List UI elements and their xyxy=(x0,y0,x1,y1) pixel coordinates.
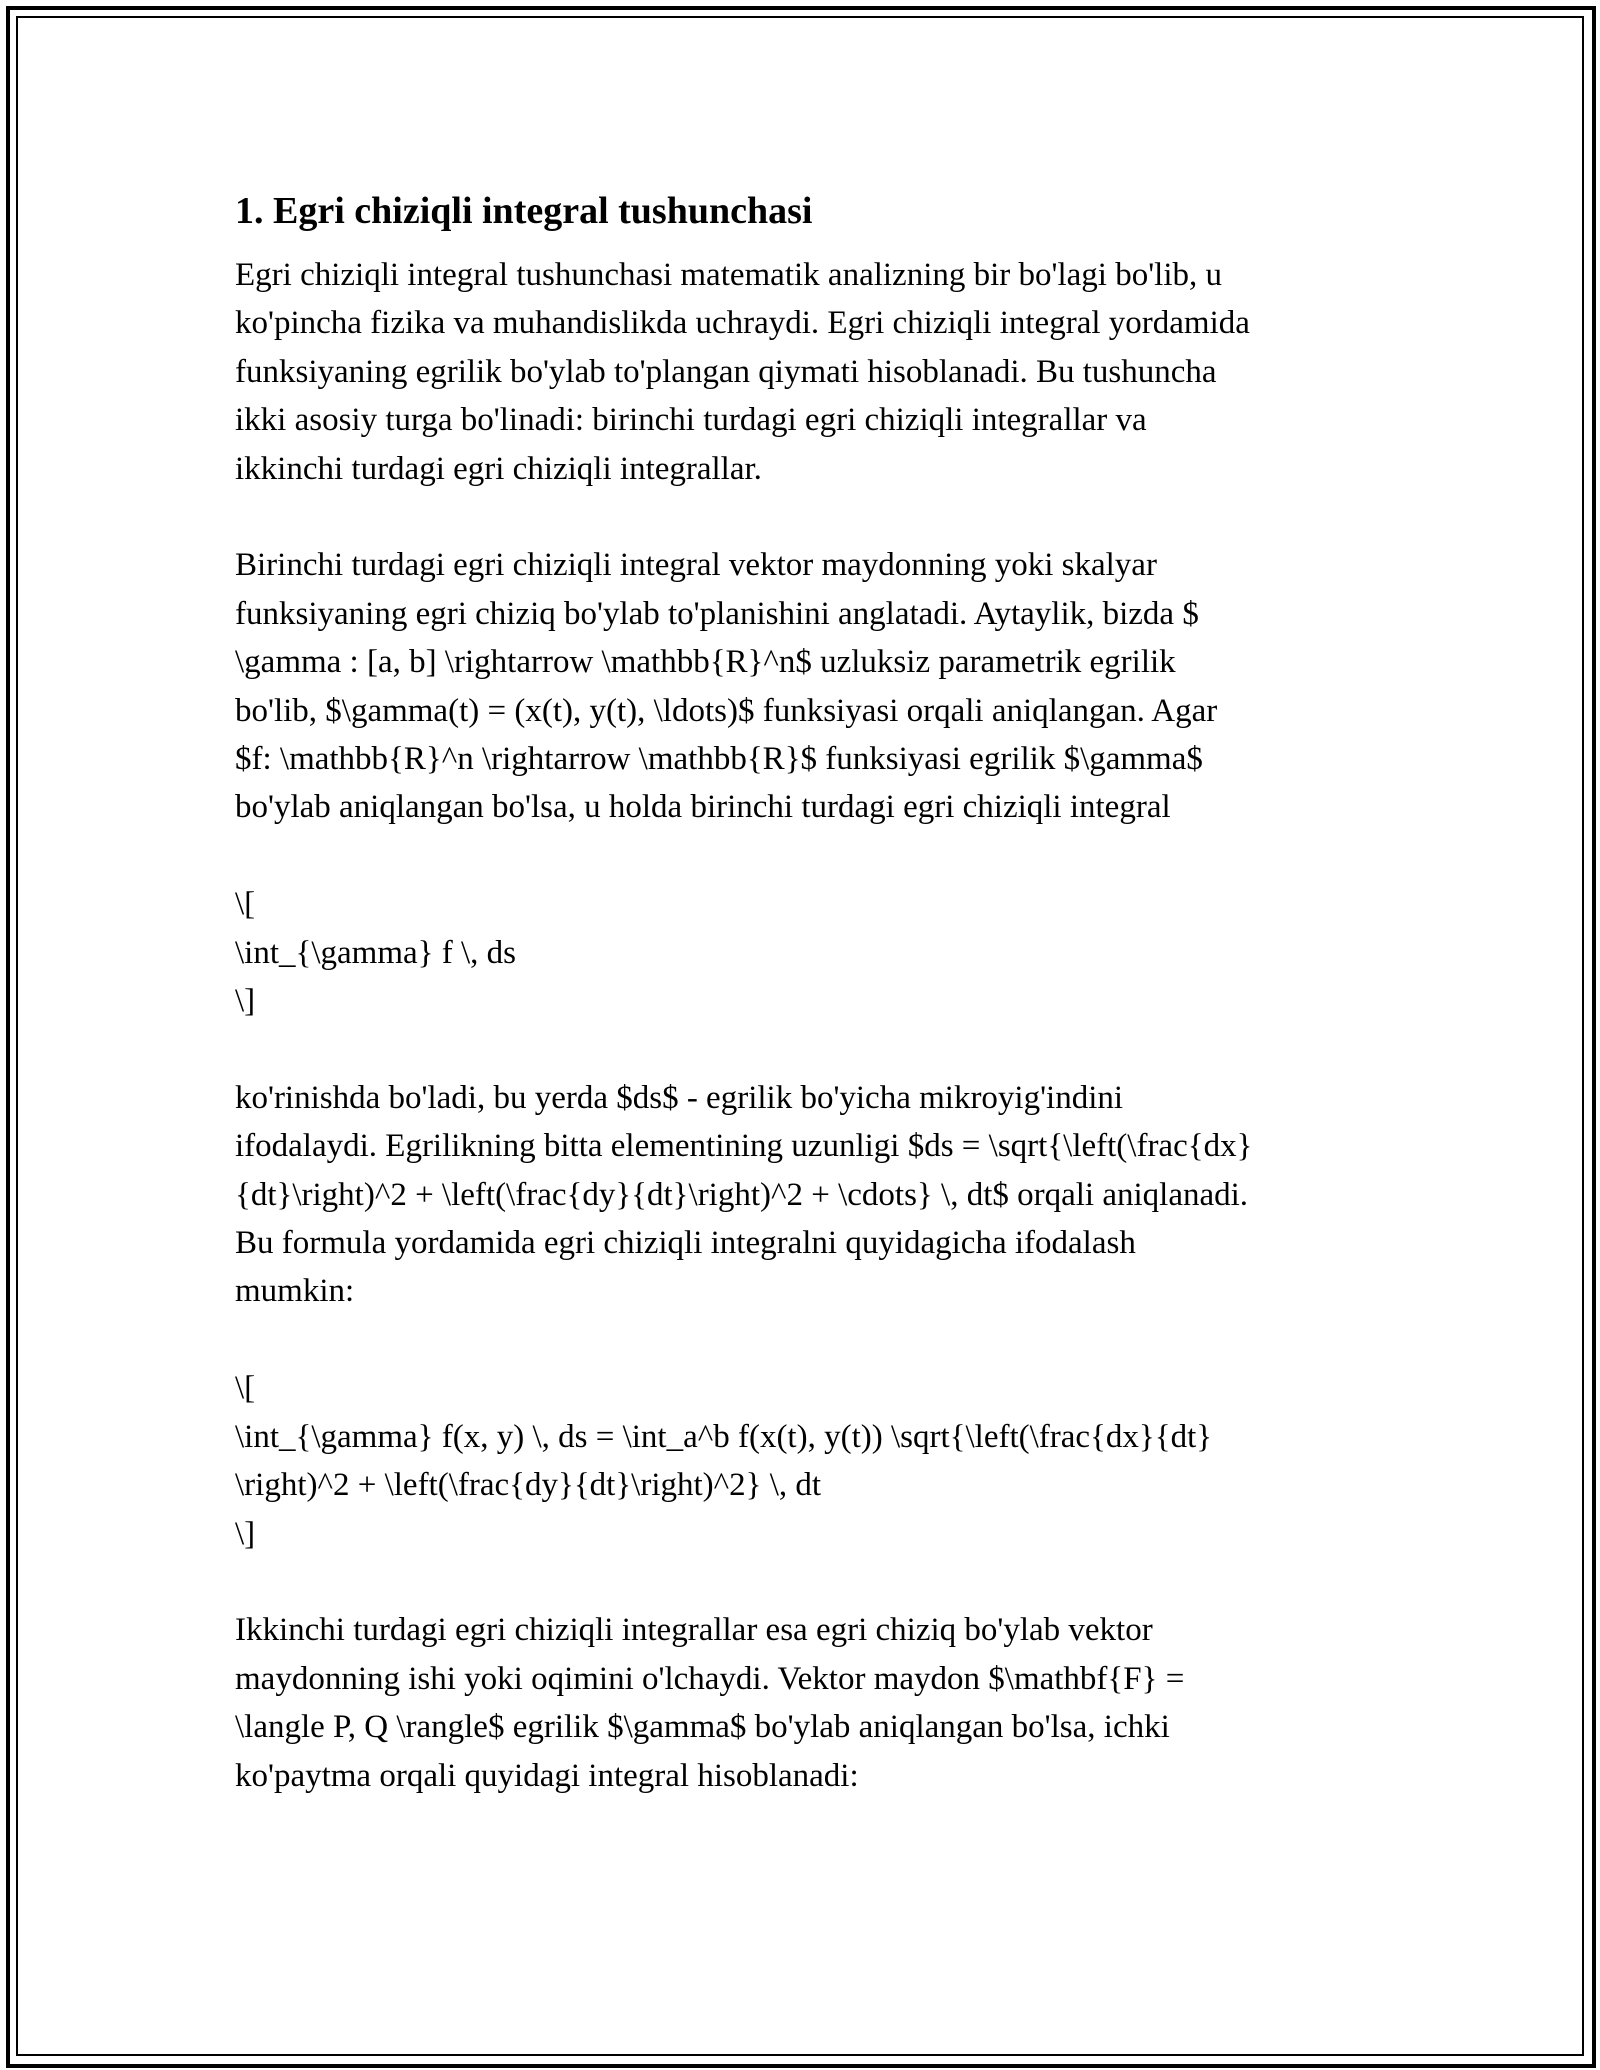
paragraph-gap xyxy=(235,832,1385,880)
paragraph-second-kind: Ikkinchi turdagi egri chiziqli integrallar esa egri chiziq bo'ylab vektor maydonning ishi yoki oqimini o'lchaydi. Vektor maydon $\mathbf{F} = \langle P, Q \rangle$ egrilik $\gamma$ bo'ylab aniqlangan bo'lsa, ichki ko'paytma orqali quyidagi integral hisoblanadi: xyxy=(235,1612,1185,1794)
section-heading: 1. Egri chiziqli integral tushunchasi xyxy=(235,190,813,232)
paragraph-gap xyxy=(235,1025,1385,1073)
document-body xyxy=(235,187,1385,1800)
paragraph-intro: Egri chiziqli integral tushunchasi matematik analizning bir bo'lagi bo'lib, u ko'pincha fizika va muhandislikda uchraydi. Egri chiziqli integral yordamida funksiyaning egrilik bo'ylab to'plangan qiymati hisoblanadi. Bu tushuncha ikki asosiy turga bo'linadi: birinchi turdagi egri chiziqli integrallar va ikkinchi turdagi egri chiziqli integrallar. xyxy=(235,257,1250,487)
formula-line-integral: \[ \int_{\gamma} f \, ds \] xyxy=(235,886,516,1020)
paragraph-first-kind: Birinchi turdagi egri chiziqli integral vektor maydonning yoki skalyar funksiyaning egri chiziq bo'ylab to'planishini anglatadi. Aytaylik, bizda $ \gamma : [a, b] \rightarrow \mathbb{R}^n$ uzluksiz parametrik egrilik bo'lib, $\gamma(t) = (x(t), y(t), \ldots)$ funksiyasi orqali aniqlangan. Agar $f: \mathbb{R}^n \rightarrow \mathbb{R}$ funksiyasi egrilik $\gamma$ bo'ylab aniqlangan bo'lsa, u holda birinchi turdagi egri chiziqli integral xyxy=(235,547,1218,826)
paragraph-gap xyxy=(235,1316,1385,1364)
formula-parametric-integral: \[ \int_{\gamma} f(x, y) \, ds = \int_a^b f(x(t), y(t)) \sqrt{\left(\frac{dx}{dt} \right)^2 + \left(\frac{dy}{dt}\right)^2} \, dt \] xyxy=(235,1370,1213,1552)
paragraph-gap xyxy=(235,1558,1385,1606)
paragraph-ds-definition: ko'rinishda bo'ladi, bu yerda $ds$ - egrilik bo'yicha mikroyig'indini ifodalaydi. Egrilikning bitta elementining uzunligi $ds = \sqrt{\left(\frac{dx} {dt}\right)^2 + \left(\frac{dy}{dt}\right)^2 + \cdots} \, dt$ orqali aniqlanadi. Bu formula yordamida egri chiziqli integralni quyidagicha ifodalash mumkin: xyxy=(235,1079,1253,1310)
paragraph-gap xyxy=(235,493,1385,541)
